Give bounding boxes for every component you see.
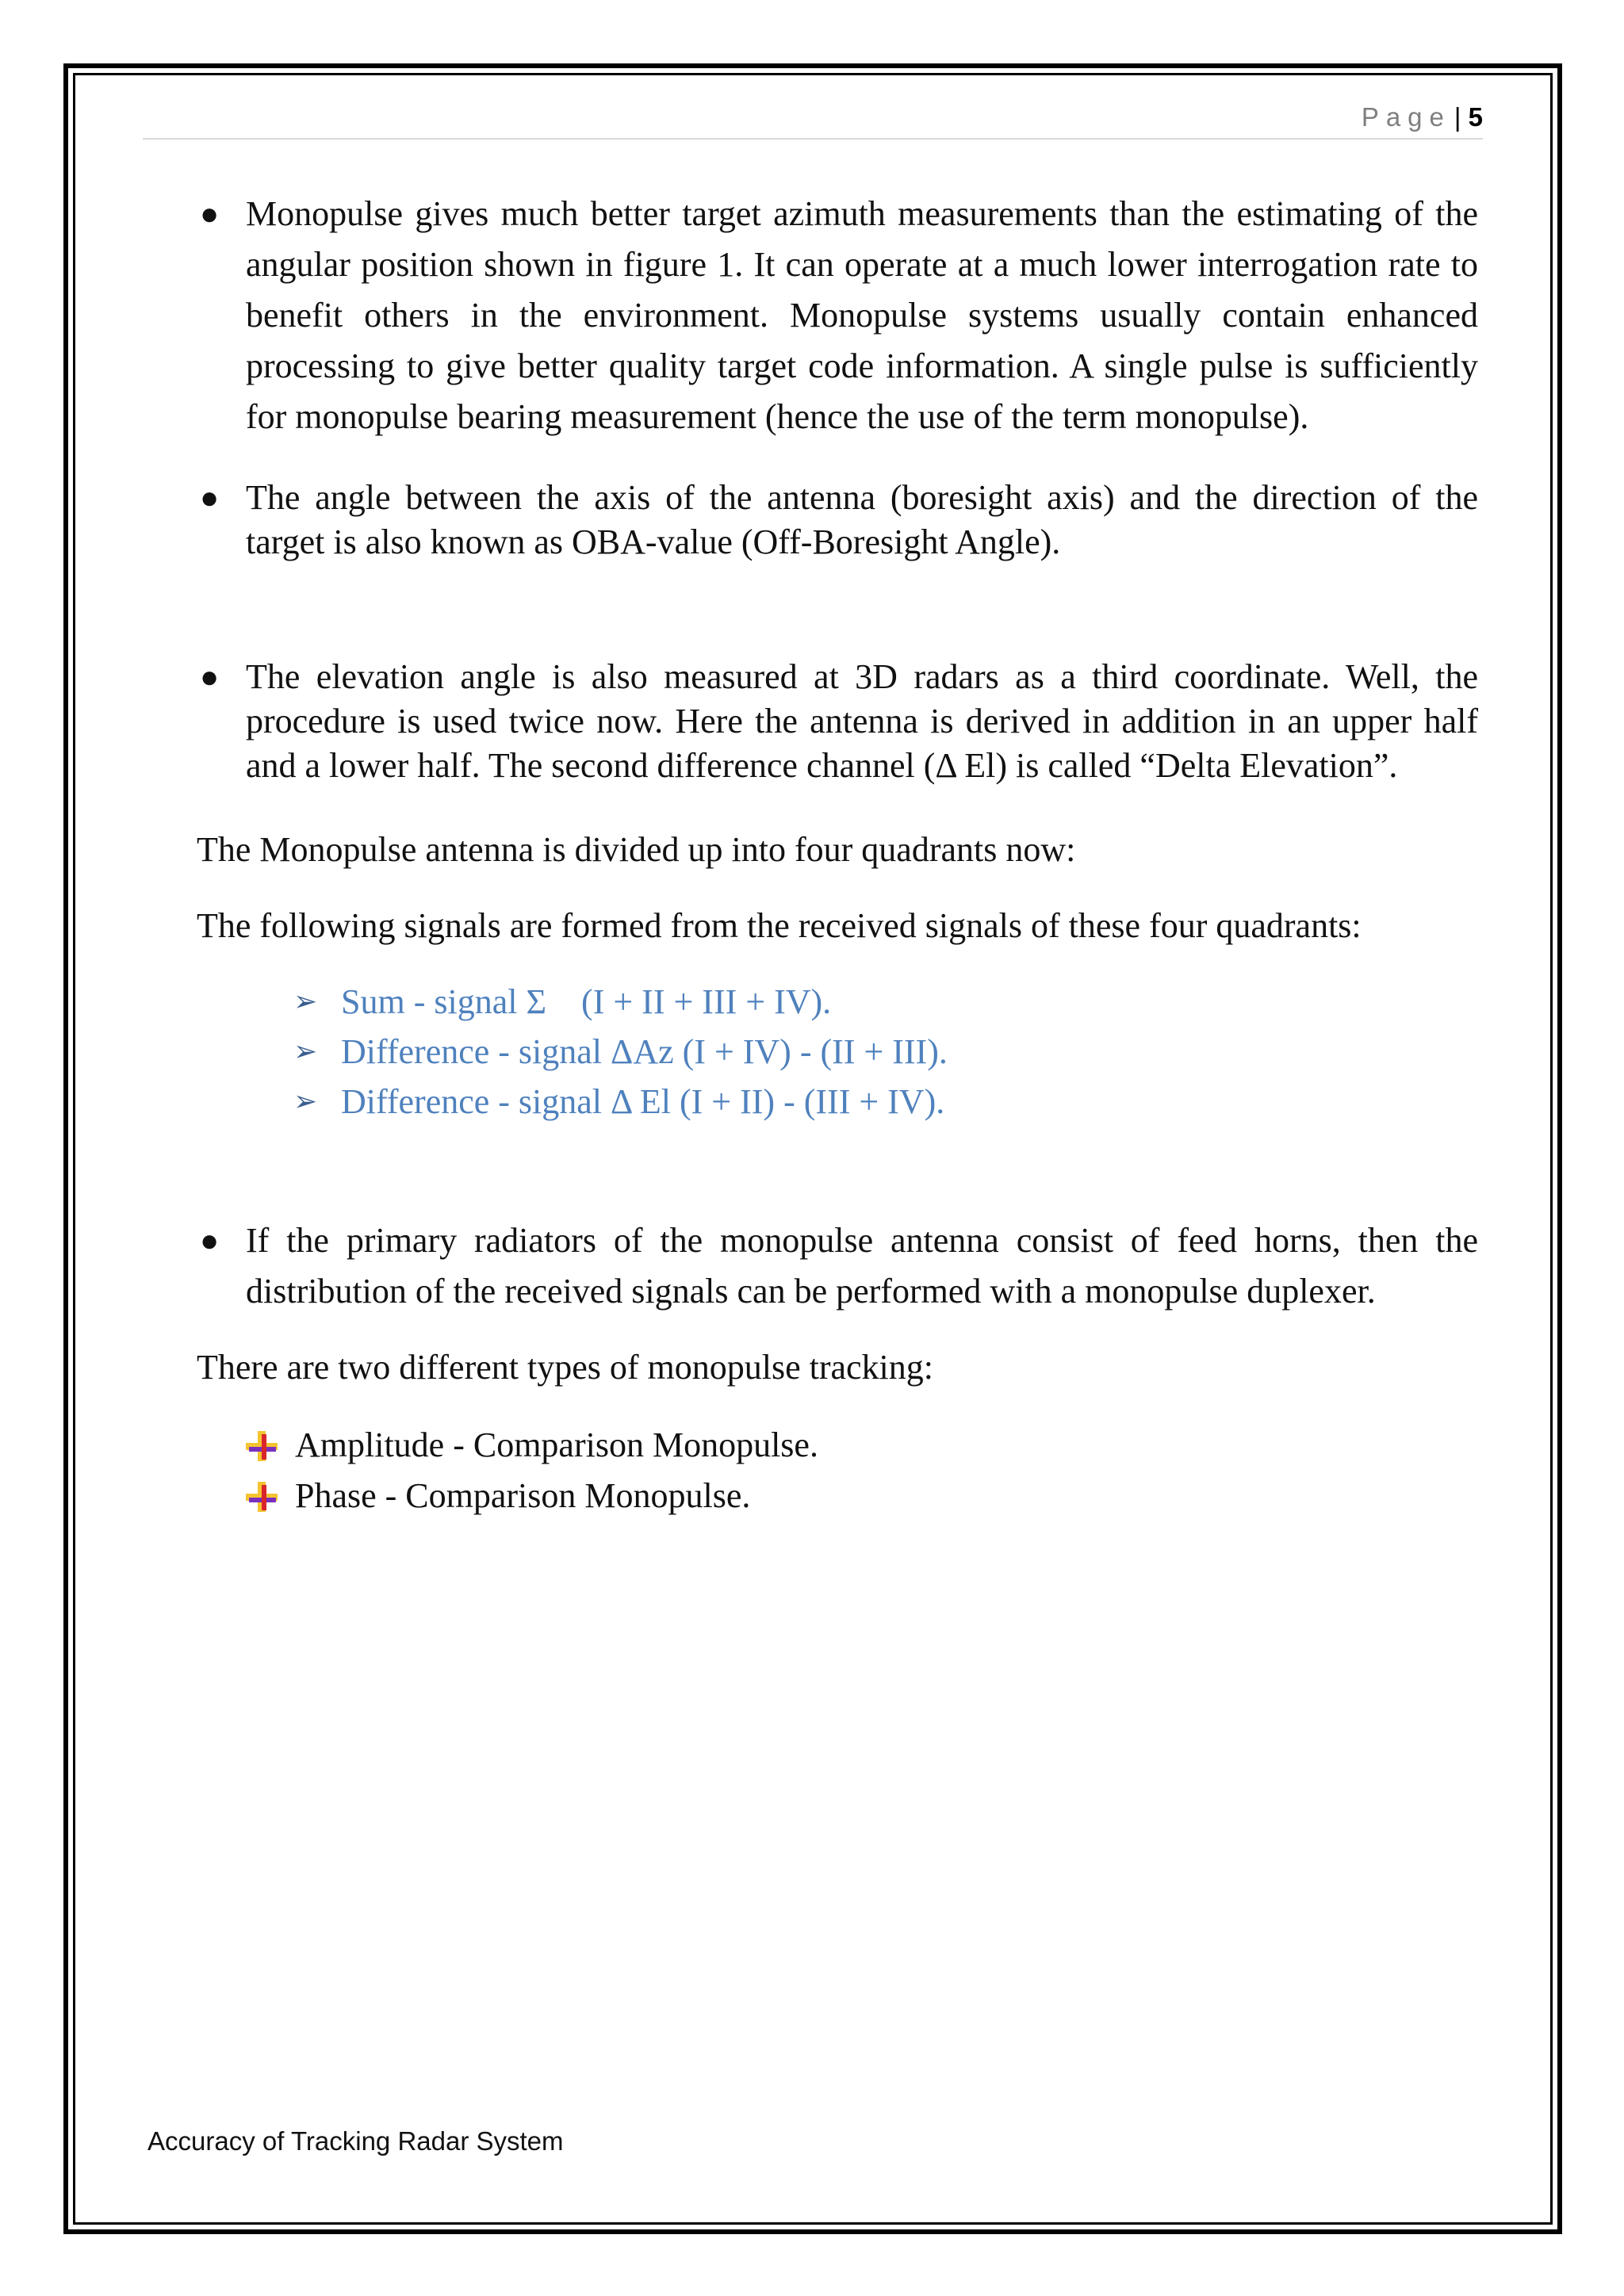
bullet-elevation-angle (197, 655, 1478, 788)
bullet-feed-horns (197, 1215, 1478, 1317)
page-label: Page (1361, 102, 1451, 132)
signal-text: Sum - signal Σ (I + II + III + IV). (341, 982, 832, 1021)
page-footer: Accuracy of Tracking Radar System (147, 2126, 564, 2156)
arrow-bullet-icon: ➢ (293, 1085, 318, 1118)
signal-text: Difference - signal ΔAz (I + IV) - (II + III). (341, 1032, 948, 1071)
bullet-dot-icon: ● (200, 480, 220, 515)
bullet-oba-value (197, 476, 1478, 564)
tracking-type-text: Phase - Comparison Monopulse. (295, 1476, 751, 1515)
signal-list (293, 977, 1478, 1127)
tracking-types-list (246, 1420, 1478, 1521)
page-body (197, 189, 1478, 1521)
cross-bullet-icon (246, 1431, 278, 1461)
bullet-monopulse-benefits (197, 189, 1478, 442)
signal-list-item (293, 1027, 1478, 1077)
paragraph-quadrants: The Monopulse antenna is divided up into four quadrants now: (197, 830, 1076, 869)
bullet-dot-icon: ● (200, 196, 220, 232)
bullet-text: The angle between the axis of the antenna (boresight axis) and the direction of the target is also known as OBA-value (Off-Boresight Angle). (246, 478, 1478, 561)
tracking-type-item (246, 1420, 1478, 1471)
arrow-bullet-icon: ➢ (293, 1035, 318, 1068)
page-separator: | (1454, 102, 1461, 132)
bullet-dot-icon: ● (200, 659, 220, 695)
arrow-bullet-icon: ➢ (293, 985, 318, 1018)
bullet-dot-icon: ● (200, 1223, 220, 1258)
page-number: 5 (1468, 102, 1483, 132)
paragraph-signals-intro: The following signals are formed from the received signals of these four quadrants: (197, 906, 1362, 945)
cross-bullet-icon (246, 1482, 278, 1512)
signal-list-item (293, 1077, 1478, 1127)
tracking-type-text: Amplitude - Comparison Monopulse. (295, 1425, 818, 1464)
bullet-text: If the primary radiators of the monopulse antenna consist of feed horns, then the distribution of the received signals can be performed with a monopulse duplexer. (246, 1221, 1478, 1311)
signal-text: Difference - signal Δ El (I + II) - (III + IV). (341, 1082, 945, 1121)
page-header (143, 97, 1483, 140)
signal-list-item (293, 977, 1478, 1027)
tracking-type-item (246, 1471, 1478, 1521)
bullet-text: Monopulse gives much better target azimuth measurements than the estimating of the angular position shown in figure 1. It can operate at a much lower interrogation rate to benefit others in the environment. Monopulse systems usually contain enhanced processing to give better quality target code information. A single pulse is sufficiently for monopulse bearing measurement (hence the use of the term monopulse). (246, 194, 1478, 436)
bullet-text: The elevation angle is also measured at 3D radars as a third coordinate. Well, the procedure is used twice now. Here the antenna is derived in addition in an upper half and a lower half. The second difference channel (Δ El) is called “Delta Elevation”. (246, 657, 1478, 785)
paragraph-types-intro: There are two different types of monopulse tracking: (197, 1348, 933, 1387)
